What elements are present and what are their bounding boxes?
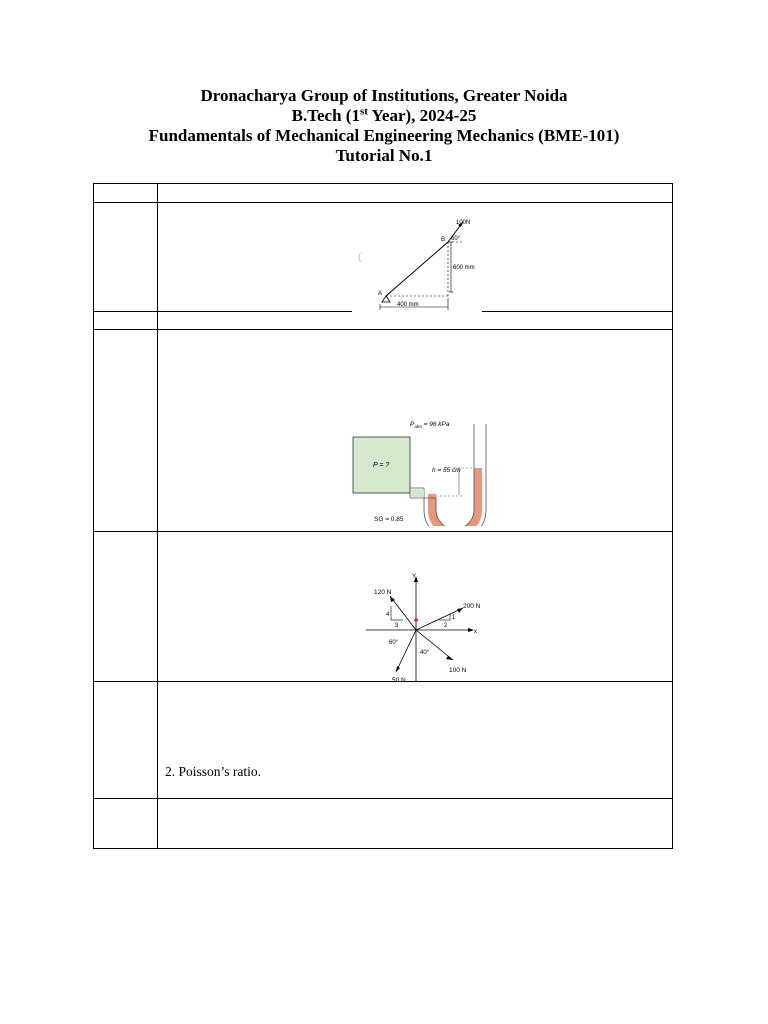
pressure-unknown-label: P = ? [373, 462, 390, 469]
ratio-4-label: 4 [386, 612, 390, 618]
x-axis-label: x [474, 629, 477, 635]
program-prefix: B.Tech (1 [291, 106, 360, 125]
beam-force-figure [352, 216, 482, 320]
point-a-label: A [378, 291, 383, 297]
height-label: 600 mm [453, 265, 475, 271]
ratio-1-label: 1 [452, 615, 456, 621]
patm-label: $P_{atm} = 96$ kPa [410, 421, 450, 429]
program-line [0, 106, 768, 126]
institution-name: Dronacharya Group of Institutions, Greater Noida [200, 86, 568, 105]
angle-label: 60° [451, 236, 461, 242]
manometer-figure [350, 410, 496, 526]
program-suffix: Year), 2024-25 [367, 106, 477, 125]
point-b-label: B [441, 237, 446, 243]
ratio-3-label: 3 [395, 623, 399, 629]
force-100n-label: 100 N [449, 667, 467, 674]
specific-gravity-label: SG = 0.85 [374, 516, 404, 523]
force-120n-label: 120 N [374, 589, 392, 596]
force-system-figure [360, 570, 496, 688]
program-superscript: st [359, 105, 368, 118]
angle-40-label: 40° [420, 650, 430, 656]
svg-text:(: ( [358, 252, 362, 263]
tutorial-table [93, 183, 673, 849]
force-200n-label: 200 N [463, 603, 481, 610]
row-divider [94, 531, 672, 532]
row-divider [94, 329, 672, 330]
document-header [0, 86, 768, 166]
angle-60-label: 60° [389, 640, 399, 646]
ratio-2-label: 2 [444, 623, 448, 629]
height-h-label: h = 55 cm [432, 467, 461, 474]
force-100n-label: 100N [456, 220, 471, 226]
row-divider [94, 202, 672, 203]
force-50n-label: 50 N [392, 677, 406, 684]
tutorial-number: Tutorial No.1 [335, 146, 433, 165]
row-divider [94, 798, 672, 799]
width-label: 400 mm [397, 302, 419, 308]
row5-question-text: 2. Poisson’s ratio. [165, 764, 262, 779]
course-title: Fundamentals of Mechanical Engineering Mechanics (BME-101) [148, 126, 620, 145]
manometer-fluid [432, 468, 478, 526]
y-axis-label: Y [412, 574, 417, 580]
column-divider [157, 184, 158, 848]
